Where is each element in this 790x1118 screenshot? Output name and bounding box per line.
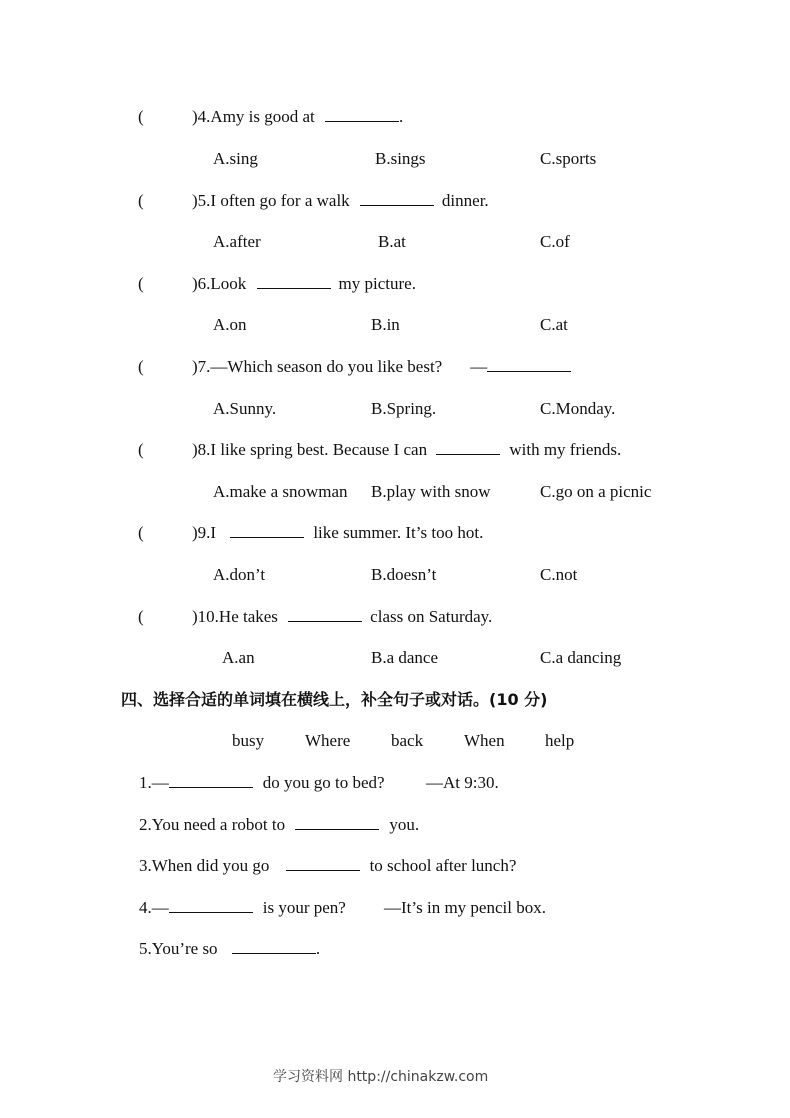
fill-item-2 <box>139 815 419 835</box>
dialog-dash: — <box>470 357 488 376</box>
question-text: )9.I <box>192 523 217 542</box>
fill-item-text: 3.When did you go <box>139 856 270 875</box>
question-text: )8.I like spring best. Because I can <box>192 440 428 459</box>
answer-paren-q7: ( <box>138 357 144 376</box>
fill-item-3 <box>139 856 516 876</box>
question-q5 <box>192 191 489 211</box>
fill-item-text: 1.— <box>139 773 169 792</box>
fill-item-1 <box>139 773 385 793</box>
fill-item-text: 2.You need a robot to <box>139 815 286 834</box>
answer-blank[interactable] <box>325 107 399 122</box>
option-c: C.go on a picnic <box>540 482 652 501</box>
option-c: C.sports <box>540 149 597 168</box>
answer-paren-q9: ( <box>138 523 144 542</box>
answer-blank[interactable] <box>487 357 571 372</box>
answer-paren-q6: ( <box>138 274 144 293</box>
section-heading: 四、选择合适的单词填在横线上，补全句子或对话。(10 分) <box>121 690 548 709</box>
question-q10 <box>192 607 492 627</box>
word-bank-item: busy <box>232 731 265 750</box>
fill-item-text-end: . <box>315 939 321 958</box>
fill-item-5 <box>139 939 320 959</box>
answer-blank[interactable] <box>257 274 331 289</box>
option-a: A.Sunny. <box>213 399 277 418</box>
option-c: C.Monday. <box>540 399 616 418</box>
question-text-end: . <box>399 107 404 126</box>
question-text-end: my picture. <box>338 274 416 293</box>
option-c: C.of <box>540 232 570 251</box>
fill-blank[interactable] <box>295 815 379 830</box>
option-a: A.make a snowman <box>213 482 348 501</box>
option-b: B.a dance <box>371 648 439 667</box>
option-c: C.not <box>540 565 578 584</box>
option-c: C.at <box>540 315 568 334</box>
option-a: A.an <box>222 648 255 667</box>
option-c: C.a dancing <box>540 648 622 667</box>
question-q7 <box>192 357 571 377</box>
option-b: B.doesn’t <box>371 565 437 584</box>
fill-item-text: 5.You’re so <box>139 939 218 958</box>
fill-item-4 <box>139 898 346 918</box>
word-bank-item: help <box>545 731 575 750</box>
question-q8 <box>192 440 621 460</box>
option-a: A.on <box>213 315 247 334</box>
answer-paren-q4: ( <box>138 107 144 126</box>
fill-item-text-end: is your pen? <box>262 898 346 917</box>
fill-blank[interactable] <box>169 773 253 788</box>
question-text: )10.He takes <box>192 607 278 626</box>
option-b: B.sings <box>375 149 426 168</box>
fill-item-reply: —At 9:30. <box>426 773 499 792</box>
fill-item-text-end: to school after lunch? <box>369 856 517 875</box>
question-text-end: dinner. <box>441 191 489 210</box>
question-text: )6.Look <box>192 274 247 293</box>
fill-item-reply: —It’s in my pencil box. <box>384 898 546 917</box>
question-text-end: with my friends. <box>509 440 622 459</box>
option-b: B.Spring. <box>371 399 437 418</box>
question-text: )7.—Which season do you like best? <box>192 357 443 376</box>
footer-watermark: 学习资料网 http://chinakzw.com <box>273 1069 489 1085</box>
option-b: B.play with snow <box>371 482 491 501</box>
option-a: A.don’t <box>213 565 266 584</box>
option-a: A.sing <box>213 149 258 168</box>
question-q4 <box>192 107 403 127</box>
answer-blank[interactable] <box>436 440 500 455</box>
question-text-end: class on Saturday. <box>370 607 493 626</box>
fill-blank[interactable] <box>169 898 253 913</box>
question-text: )5.I often go for a walk <box>192 191 350 210</box>
answer-paren-q5: ( <box>138 191 144 210</box>
fill-item-text: 4.— <box>139 898 169 917</box>
question-text: )4.Amy is good at <box>192 107 315 126</box>
answer-blank[interactable] <box>230 523 304 538</box>
answer-blank[interactable] <box>288 607 362 622</box>
option-b: B.at <box>378 232 406 251</box>
question-q6 <box>192 274 416 294</box>
fill-blank[interactable] <box>286 856 360 871</box>
option-a: A.after <box>213 232 261 251</box>
question-q9 <box>192 523 483 543</box>
word-bank-item: back <box>391 731 424 750</box>
option-b: B.in <box>371 315 400 334</box>
fill-item-text-end: you. <box>389 815 420 834</box>
fill-blank[interactable] <box>232 939 316 954</box>
answer-blank[interactable] <box>360 191 434 206</box>
fill-item-text-end: do you go to bed? <box>262 773 385 792</box>
answer-paren-q8: ( <box>138 440 144 459</box>
word-bank-item: Where <box>305 731 351 750</box>
question-text-end: like summer. It’s too hot. <box>313 523 484 542</box>
word-bank-item: When <box>464 731 505 750</box>
answer-paren-q10: ( <box>138 607 144 626</box>
